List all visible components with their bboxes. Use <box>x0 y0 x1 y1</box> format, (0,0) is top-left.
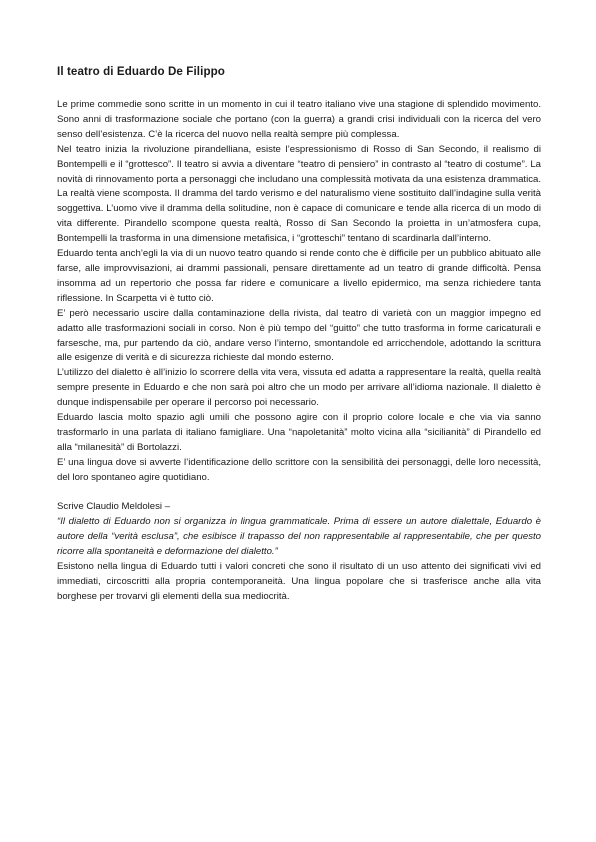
paragraph-5: L’utilizzo del dialetto è all’inizio lo scorrere della vita vera, vissuta ed adatta a rappresentare la realtà, quella realtà sempre presente in Eduardo e che non sarà poi altro che un modo per arrivare all’idioma nazionale. Il dialetto è dunque indispensabile per operare il percorso poi necessario. <box>57 367 541 409</box>
paragraph-6: Eduardo lascia molto spazio agli umili che possono agire con il proprio colore locale e che via via sanno trasformarlo in una parlata di italiano famigliare. Una “napoletanità” molto vicina alla “sicilianità” di Pirandello ed alla “milanesità” di Bortolazzi. <box>57 412 541 453</box>
quote-text: “Il dialetto di Eduardo non si organizza in lingua grammaticale. Prima di essere un autore dialettale, Eduardo è autore della “verità esclusa”, che esibisce il trapasso del non rappresentabile al rappresentabile, che per questo ricorre alla spontaneità e deformazione del dialetto.” <box>57 516 541 558</box>
quote-intro: Scrive Claudio Meldolesi – <box>57 501 171 513</box>
document-title: Il teatro di Eduardo De Filippo <box>57 65 225 78</box>
paragraph-spacer <box>57 486 541 501</box>
paragraph-7: E’ una lingua dove si avverte l’identificazione dello scrittore con la sensibilità dei personaggi, delle loro necessità, del loro spontaneo agire quotidiano. <box>57 456 541 483</box>
closing-paragraph: Esistono nella lingua di Eduardo tutti i valori concreti che sono il risultato di un uso attento dei significati vivi ed immediati, circoscritti alla propria contemporaneità. Una lingua popolare che si trasferisce anche alla vita borghese per trovarvi gli elementi della sua mediocrità. <box>57 561 541 602</box>
paragraph-1: Le prime commedie sono scritte in un momento in cui il teatro italiano vive una stagione di splendido movimento. Sono anni di trasformazione sociale che portano (con la guerra) a grandi crisi individuali con la ricerca del vero senso dell’esistenza. C’è la ricerca del nuovo nella realtà sempre più complessa. <box>57 99 541 140</box>
document-page <box>57 64 541 605</box>
paragraph-4: E’ però necessario uscire dalla contaminazione della rivista, dal teatro di varietà con un maggior impegno ed adatto alle trasformazioni sociali in corso. Non è più tempo del “guitto” che tutto trasforma in forme caricaturali e farsesche, ma, pur partendo da ciò, andare verso l’interno, smontandole ed arricchendole, adottando la scrittura alle esigenze di verità e di sicurezza richieste dal mondo esterno. <box>57 307 541 364</box>
paragraph-3: Eduardo tenta anch’egli la via di un nuovo teatro quando si rende conto che è difficile per un pubblico abituato alle farse, alle improvvisazioni, ai drammi passionali, pensare direttamente ad un teatro di grande difficoltà. Pensa insomma ad un repertorio che possa far ridere e comunicare a livello epidermico, ma senza richiedere tanta riflessione. In Scarpetta vi è tutto ciò. <box>57 248 541 304</box>
paragraph-2: Nel teatro inizia la rivoluzione pirandelliana, esiste l’espressionismo di Rosso di San Secondo, il realismo di Bontempelli e il “grottesco”. Il teatro si avvia a diventare “teatro di pensiero” in contrasto al “teatro di costume”. La novità di rinnovamento porta a personaggi che includano una complessità motivata da una esistenza drammatica. La realtà viene scomposta. Il dramma del tardo verismo e del naturalismo viene sostituito dall’indagine sulla verità soggettiva. L’uomo vive il dramma della solitudine, non è capace di comunicare e tende alla ricerca di un modo di vita differente. Pirandello scompone questa realtà, Rosso di San Secondo la proietta in un’atmosfera cupa, Bontempelli la trasforma in una dimensione metafisica, i “grotteschi” tentano di scardinarla dall’interno. <box>57 143 541 245</box>
